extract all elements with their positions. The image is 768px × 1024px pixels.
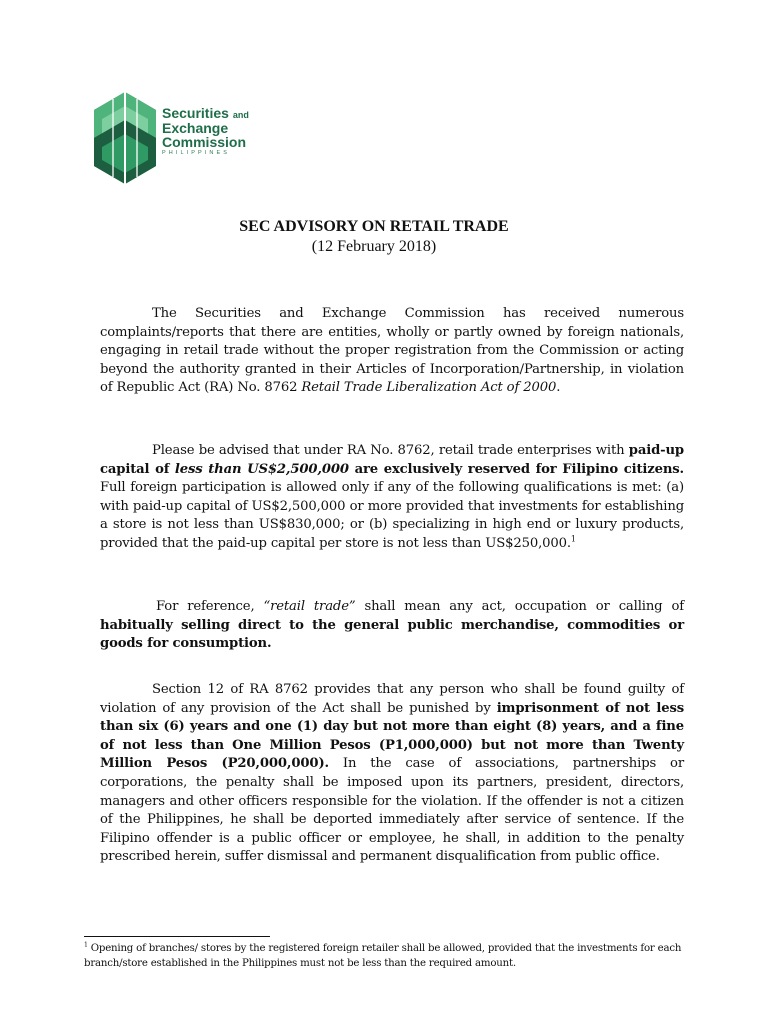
- p3-text-2: shall mean any act, occupation or calling of: [355, 599, 684, 614]
- p1-text: The Securities and Exchange Commission has received numerous complaints/reports that there are entities, wholly or partly owned by foreign nationals, engaging in retail trade without the proper registration from the Commission or acting beyond the authority granted in their Articles of Incorporation/Partnership, in violation of Republic Act (RA) No. 8762: [100, 306, 684, 396]
- footnote-text: Opening of branches/ stores by the registered foreign retailer shall be allowed, provided that the investments for each branch/store established in the Philippines must not be less than the required amount.: [84, 943, 682, 969]
- paragraph-1: [100, 305, 684, 398]
- footnote-divider: [84, 936, 270, 937]
- p2-bold-2: are exclusively reserved for Filipino citizens.: [348, 461, 684, 477]
- sec-hexagon-icon: [90, 88, 160, 188]
- document-date: (12 February 2018): [311, 238, 437, 255]
- footnote-ref[interactable]: 1: [570, 534, 576, 544]
- sec-logo: [90, 88, 270, 188]
- p3-bold: habitually selling direct to the general public merchandise, commodities or goods for consumption.: [100, 617, 684, 652]
- logo-country: PHILIPPINES: [162, 150, 231, 157]
- footnote-number: 1: [84, 941, 88, 949]
- logo-line1: Securities: [162, 105, 229, 121]
- p2-text-2: Full foreign participation is allowed only if any of the following qualifications is met: (a) with paid-up capital of US$2,500,000 or more provided that investments for establishing a store is not less than US$830,000; or (b) specializing in high end or luxury products, provided that the paid-up capital per store is not less than US$250,000.: [100, 480, 684, 551]
- paragraph-3: [100, 598, 684, 654]
- p3-term: “retail trade”: [263, 599, 356, 614]
- paragraph-2: [100, 442, 684, 554]
- p4-text-2: In the case of associations, partnerships or corporations, the penalty shall be imposed upon its partners, president, directors, managers and other officers responsible for the violation. If the offender is not a citizen of the Philippines, he shall be deported immediately after service of sentence. If the Filipino offender is a public officer or employee, he shall, in addition to the penalty prescribed herein, suffer dismissal and permanent disqualification from public office.: [100, 756, 684, 865]
- p1-act-name: Retail Trade Liberalization Act of 2000: [301, 380, 557, 396]
- p2-bold-italic: less than US$2,500,000: [174, 461, 349, 477]
- footnote: [84, 941, 688, 971]
- p4-text-1: Section 12 of RA 8762 provides that any person who shall be found guilty of violation of any provision of the Act shall be punished by: [100, 682, 684, 716]
- p2-text-1: Please be advised that under RA No. 8762, retail trade enterprises with: [152, 443, 629, 458]
- logo-line3: Commission: [162, 134, 247, 151]
- paragraph-4: [100, 681, 684, 867]
- logo-line1-small: and: [232, 110, 249, 120]
- p4-bold: imprisonment of not less than six (6) years and one (1) day but not more than eight (8) years, and a fine of not less than One Million Pesos (P1,000,000) but not more than Twenty Million Pesos (P20,000,000).: [100, 700, 685, 772]
- p2-bold-1: paid-up capital of: [100, 443, 684, 477]
- p3-text-1: For reference,: [156, 599, 264, 614]
- document-title: SEC ADVISORY ON RETAIL TRADE: [239, 218, 509, 235]
- logo-wordmark: [162, 106, 249, 157]
- logo-line2: Exchange: [162, 119, 229, 136]
- p1-end: .: [556, 380, 561, 396]
